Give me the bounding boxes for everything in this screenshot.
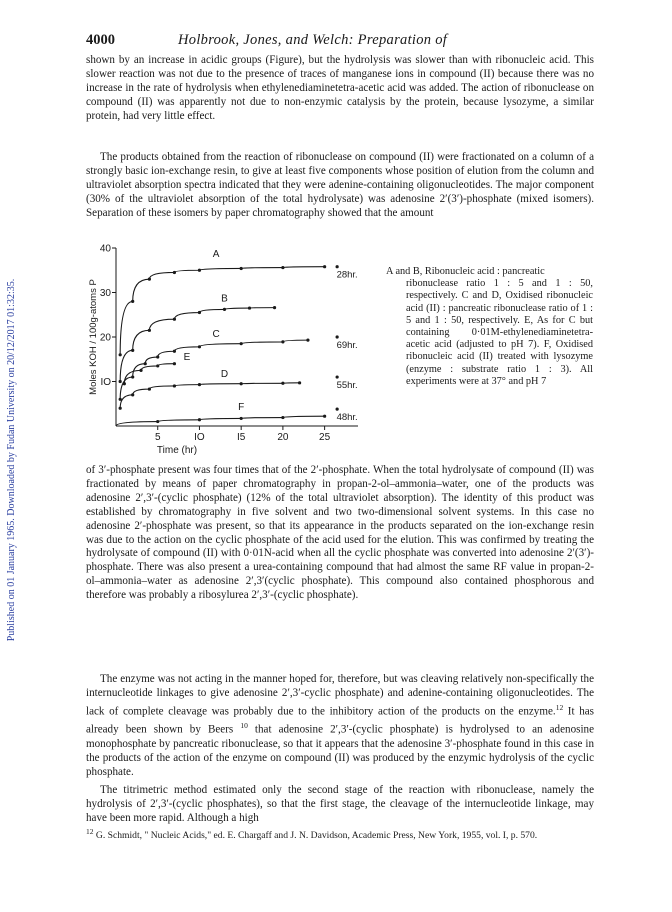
y-tick-label: 30 [99,288,111,299]
end-point-C [336,335,339,338]
paragraph-4-part-a: The enzyme was not acting in the manner hoped for, therefore, but was cleaving relatively non-specifically the internucleotide linkages to give adenosine 2′,3′-cyclic phosphate) and adenine-containing oligonucleotides. The lack of complete cleavage was probably due to the inhibitory action of the products on the enzyme. [86,673,594,718]
data-point-C [240,342,243,345]
data-point-C [198,345,201,348]
figure-hydrolysis-chart [86,238,384,460]
data-point-B [248,306,251,309]
data-point-E [139,369,142,372]
data-point-F [156,420,159,423]
end-point-A [336,265,339,268]
footnote [86,826,594,842]
data-point-B [198,311,201,314]
end-point-F [336,407,339,410]
paragraph-4 [86,673,594,780]
data-point-B [119,380,122,383]
series-line-B [120,308,274,382]
figure-caption [386,266,593,388]
data-point-D [173,384,176,387]
y-tick-label: 20 [99,332,111,344]
data-point-B [223,308,226,311]
data-point-B [273,306,276,309]
x-axis-label: Time (hr) [156,445,198,456]
footnote-text: G. Schmidt, " Nucleic Acids," ed. E. Chargaff and J. N. Davidson, Academic Press, New York, 1955, vol. I, p. 570. [93,830,538,842]
paragraph-2: The products obtained from the reaction of ribonuclease on compound (II) were fractionated on a column of a strongly basic ion-exchange resin, to give at least five components whose position of elution from the column and ultraviolet absorption spectra indicated that they were adenine-containing oligonucleotides. The major component (30% of the ultraviolet absorption of the total hydrolysate) was adenosine 2′(3′)-phosphate (mixed isomers). Separation of these isomers by paper chromatography showed that the amount [86,151,594,219]
data-point-D [119,407,122,410]
series-label-D: D [220,369,229,381]
x-tick-label: 5 [154,432,161,443]
data-point-E [123,382,126,385]
y-tick-label: IO [100,377,111,388]
series-line-E [124,364,174,384]
data-point-D [298,381,301,384]
series-label-E: E [183,352,191,364]
data-point-A [173,271,176,274]
data-point-D [240,382,243,385]
data-point-D [131,393,134,396]
series-label-C: C [212,329,220,340]
data-point-D [148,387,151,390]
data-point-C [131,375,134,378]
download-watermark-text: Published on 01 January 1965. Downloaded by Fudan University on 20/12/2017 01:32:35. [6,278,17,642]
y-axis-label: Moles KOH / 100g-atoms P [88,279,99,395]
data-point-C [173,350,176,353]
series-label-A: A [212,248,220,260]
series-line-A [120,267,324,355]
caption-lead: A and B, Ribonucleic acid : pancreatic [386,266,545,277]
data-point-A [198,269,201,272]
series-line-D [120,383,299,408]
data-point-A [148,278,151,281]
data-point-A [119,353,122,356]
caption-body: ribonuclease ratio 1 : 5 and 1 : 50, respectively. C and D, Oxidised ribonucleic acid (II) : pancreatic ribonuclease ratio of 1 : 5 and 1 : 50, respectively. E, As for C but containing 0·01M-ethylenediaminetetra-acetic acid (adjusted to pH 7). F, Oxidised ribonucleic acid (II) treated with lysozyme (enzyme : substrate ratio 1 : 3). All experiments were at 37° and pH 7 [406,278,593,387]
hydrolysis-chart [86,238,384,460]
series-label-B: B [221,293,228,305]
data-point-B [131,349,134,352]
data-point-F [323,415,326,418]
end-label-A: 28hr. [336,269,358,281]
data-point-F [198,418,201,421]
end-label-C: 69hr. [336,340,358,351]
data-point-A [281,266,284,269]
data-point-E [156,364,159,367]
series-line-F [116,416,325,426]
page-number: 4000 [86,32,115,48]
paragraph-1: shown by an increase in acidic groups (Figure), but the hydrolysis was slower than with ribonucleic acid. This slower reaction was not due to the presence of traces of manganese ions in compound (II) because there was no increase in the rate of hydrolysis when ethylenediaminetetra-acetic acid was added. The action of ribonuclease on compound (II) was apparently not due to non-enzymic catalysis by the protein, because lysozyme, a similar protein, had very little effect. [86,54,594,122]
data-point-E [173,362,176,365]
data-point-B [148,329,151,332]
footnote-ref: 12 [86,827,94,836]
paragraph-3: of 3′-phosphate present was four times that of the 2′-phosphate. When the total hydrolysate of compound (II) was fractionated by means of paper chromatography in propan-2-ol–ammonia–water, one of the products was adenosine 2′,3′-(cyclic phosphate) (12% of the total ultraviolet absorption). The identity of this product was established by chromatography in five solvent and two two-dimensional solvent systems. In this case no adenosine 2′-phosphate was present, so that its appearance in the products separated on the ion-exchange resin was due to the action on the cyclic phosphate of the acid used for the elution. This was confirmed by treating the hydrolysate of compound (II) with 0·01N-acid when all the cyclic phosphate was converted into adenosine 2′(3′)-phosphate. There was also present a urea-containing compound that had almost the same RF value in propan-2-ol–ammonia–water as adenosine 2′,3′(cyclic phosphate). This compound also contained phosphorous and therefore was probably a ribosylurea 2′,3′-(cyclic phosphate). [86,464,594,602]
end-label-D: 55hr. [336,380,358,392]
data-point-C [144,362,147,365]
paragraph-4-part-c: that adenosine 2′,3′-(cyclic phosphate) is hydrolysed to an adenosine monophosphate by pancreatic ribonuclease, so that it appears that the adenosine 3′-phosphate found in this case in the products of the action of the enzyme on compound (II) was produced by the enzymic hydrolysis of the cyclic phosphate. [86,724,594,778]
data-point-D [281,382,284,385]
x-tick-label: 25 [319,432,331,443]
page-header [86,32,592,52]
running-title: Holbrook, Jones, and Welch: Preparation of [178,32,448,48]
x-tick-label: 20 [277,432,289,443]
data-point-C [156,355,159,358]
data-point-C [306,339,309,342]
data-point-B [173,318,176,321]
download-watermark [6,160,20,760]
x-tick-label: IO [194,432,205,443]
series-line-C [120,340,308,399]
data-point-A [323,265,326,268]
x-tick-label: I5 [237,432,246,443]
series-label-F: F [238,401,245,413]
data-point-A [131,300,134,303]
data-point-F [281,416,284,419]
paragraph-4-part-b: It has already been shown by Beers [86,705,594,737]
y-tick-label: 40 [99,243,111,255]
end-point-D [336,375,339,378]
paragraph-5: The titrimetric method estimated only the second stage of the reaction with ribonuclease, namely the hydrolysis of 2′,3′-(cyclic phosphates), so that the first stage, the cleavage of the internucleotide linkage, may have been more rapid. Although a high [86,784,594,824]
reference-12: 12 [555,702,564,712]
data-point-C [281,340,284,343]
end-label-F: 48hr. [336,412,358,424]
data-point-F [240,417,243,420]
reference-10: 10 [240,721,248,731]
data-point-D [198,383,201,386]
data-point-A [240,267,243,270]
